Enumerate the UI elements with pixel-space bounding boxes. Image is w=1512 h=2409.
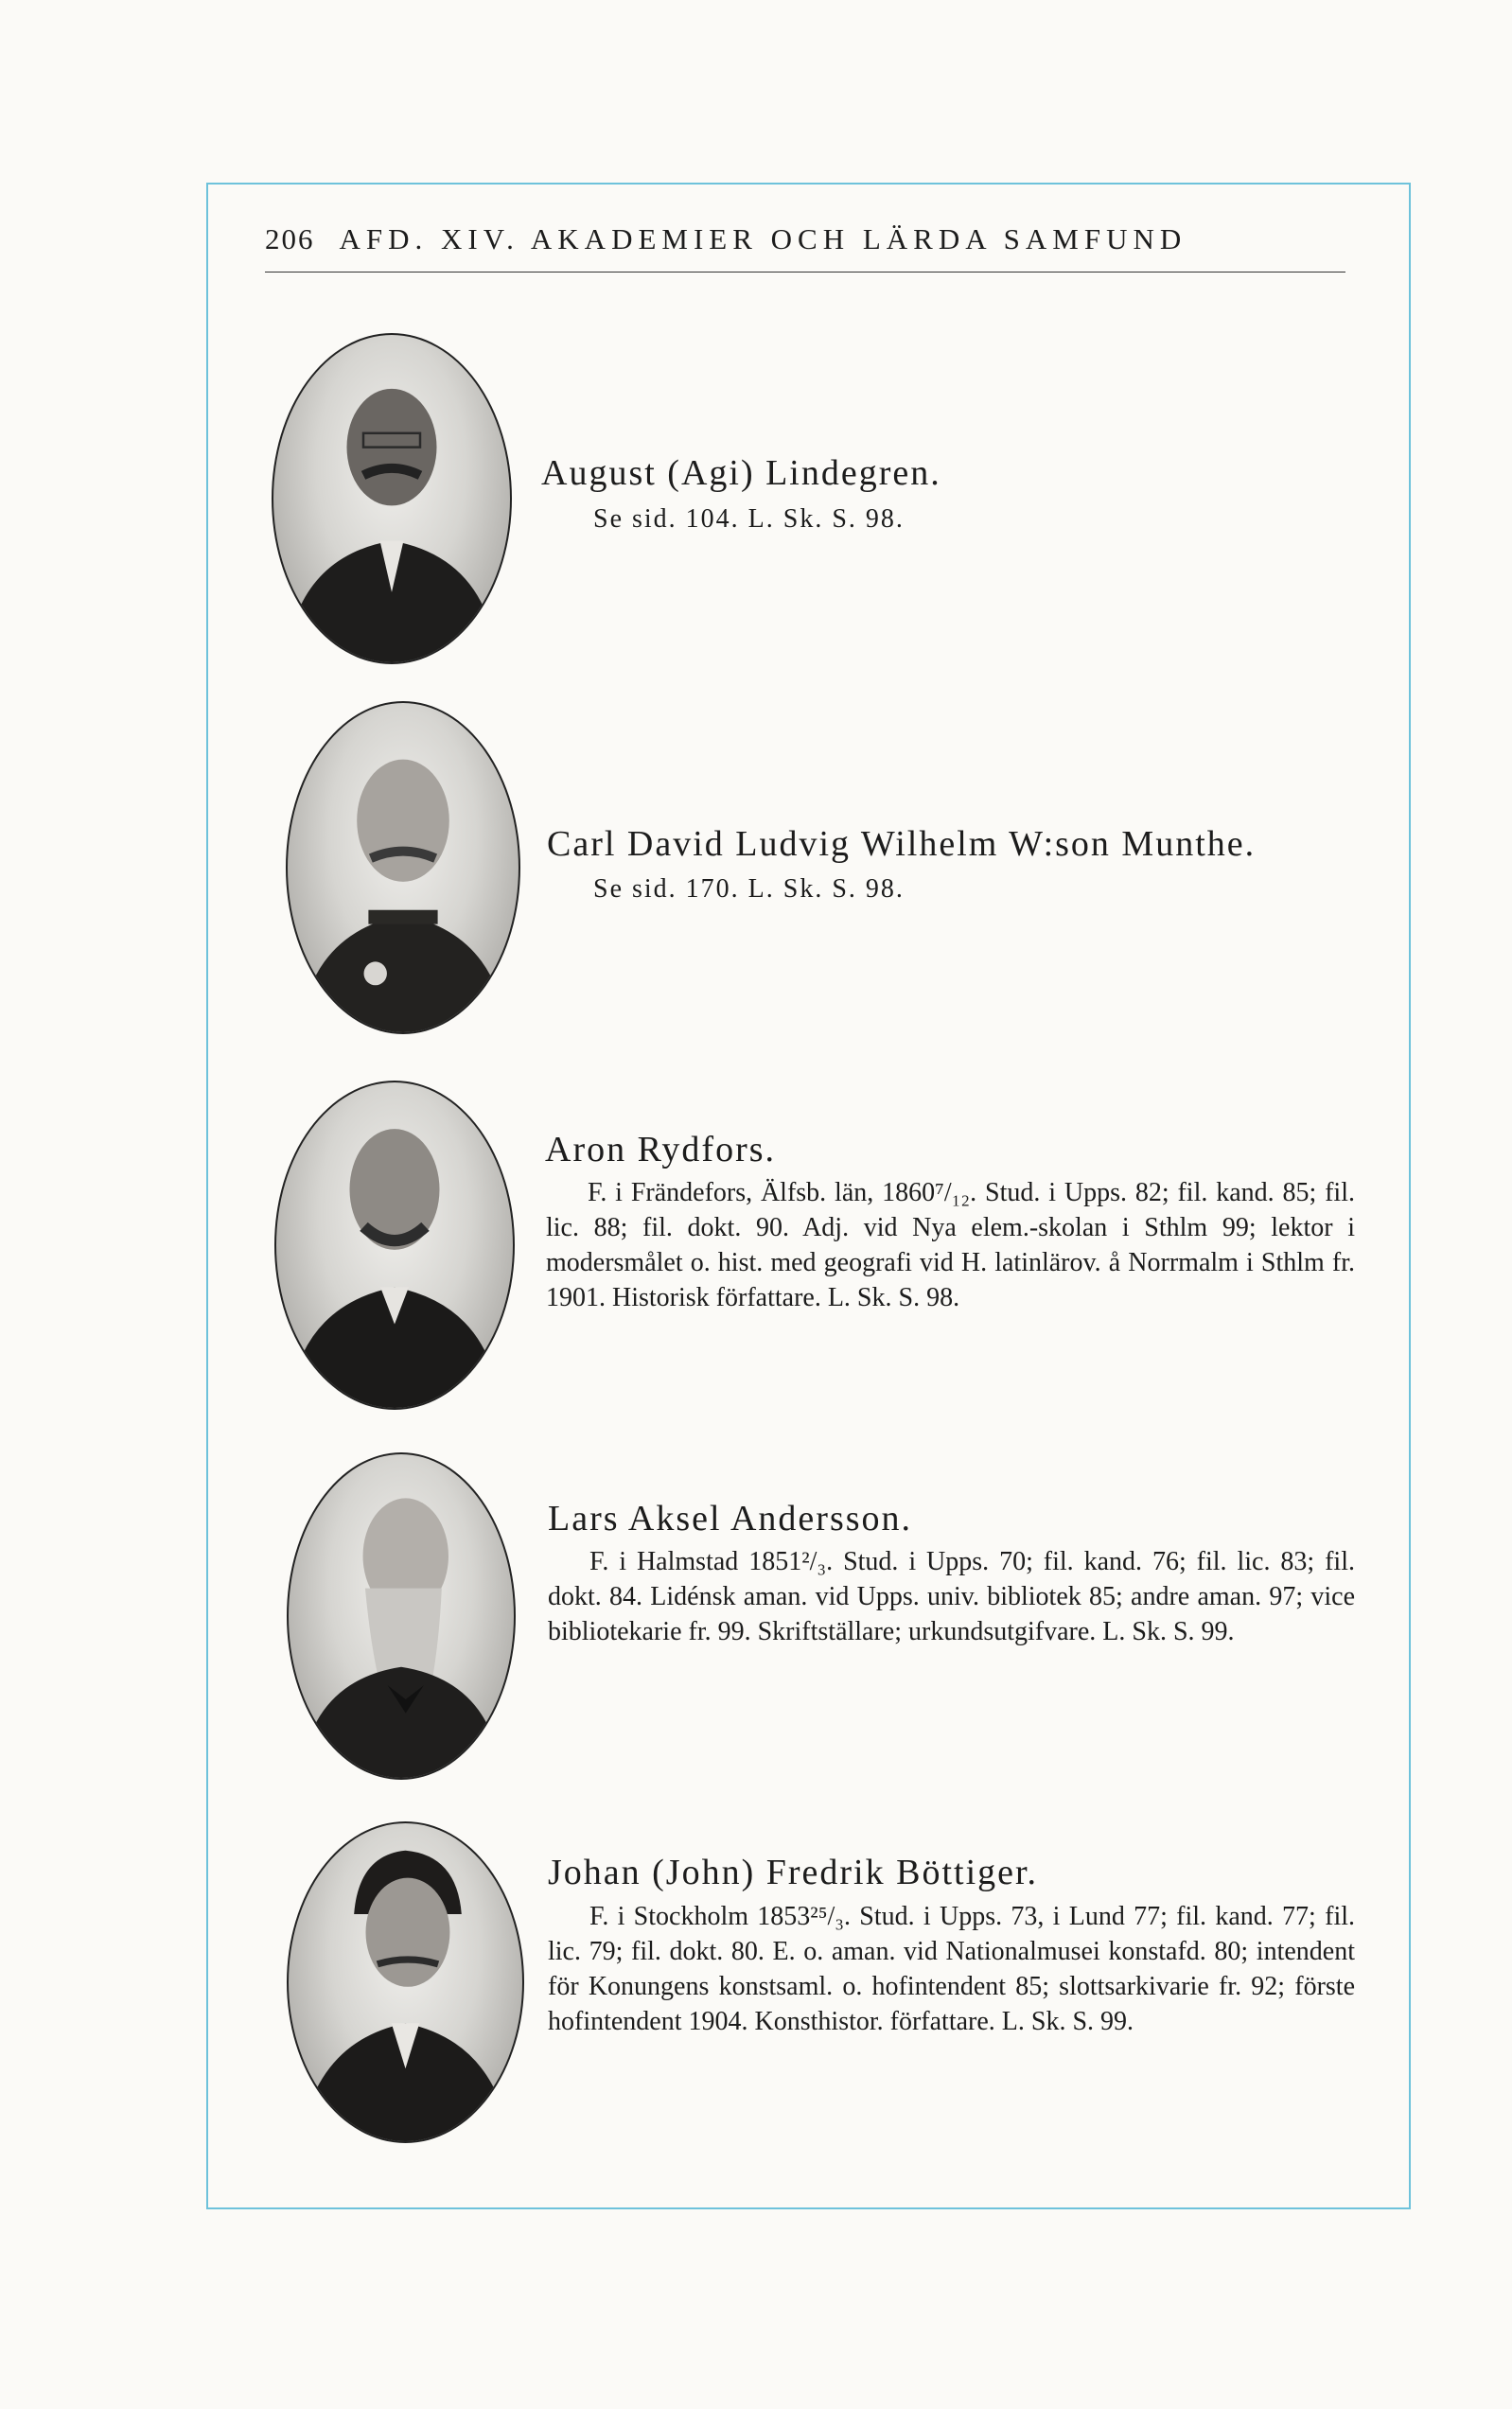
portrait-photo — [287, 1821, 524, 2143]
portrait-photo — [274, 1081, 515, 1410]
entry-name: Aron Rydfors. — [545, 1130, 777, 1169]
entry-name: August (Agi) Lindegren. — [541, 453, 941, 493]
entry-name: Carl David Ludvig Wilhelm W:son Munthe. — [547, 824, 1257, 864]
entry-name: Johan (John) Fredrik Böttiger. — [548, 1853, 1039, 1892]
portrait-photo — [287, 1452, 516, 1780]
portrait-photo — [272, 333, 512, 664]
header-rule — [265, 272, 1345, 273]
entry-biography: F. i Stockholm 1853²⁵/₃. Stud. i Upps. 73, i Lund 77; fil. kand. 77; fil. lic. 79; fil. dokt. 80. E. o. aman. vid Nationalmusei konstafd. 80; intendent för Konungens konstsaml. o. hofintendent 85; slottsarkivarie fr. 92; förste hofintendent 1904. Konsthistor. författare. L. Sk. S. 99. — [548, 1902, 1355, 2036]
section-title: AFD. XIV. AKADEMIER OCH LÄRDA SAMFUND — [339, 222, 1187, 255]
running-header — [265, 222, 1345, 256]
portrait-photo — [286, 701, 520, 1034]
entry-reference: Se sid. 104. L. Sk. S. 98. — [593, 504, 905, 534]
entry-reference: Se sid. 170. L. Sk. S. 98. — [593, 874, 905, 904]
entry-name: Lars Aksel Andersson. — [548, 1499, 913, 1539]
page-number: 206 — [265, 222, 315, 255]
entry-biography: F. i Frändefors, Älfsb. län, 1860⁷/₁₂. Stud. i Upps. 82; fil. kand. 85; fil. lic. 88; fil. dokt. 90. Adj. vid Nya elem.-skolan i Sthlm 99; lektor i modersmålet o. hist. med geografi vid H. latinlärov. å Norrmalm i Sthlm fr. 1901. Historisk författare. L. Sk. S. 98. — [546, 1178, 1355, 1312]
entry-biography: F. i Halmstad 1851²/₃. Stud. i Upps. 70; fil. kand. 76; fil. lic. 83; fil. dokt. 84. Lidénsk aman. vid Upps. univ. bibliotek 85; andre aman. 97; vice bibliotekarie fr. 99. Skriftställare; urkundsutgifvare. L. Sk. S. 99. — [548, 1547, 1355, 1646]
